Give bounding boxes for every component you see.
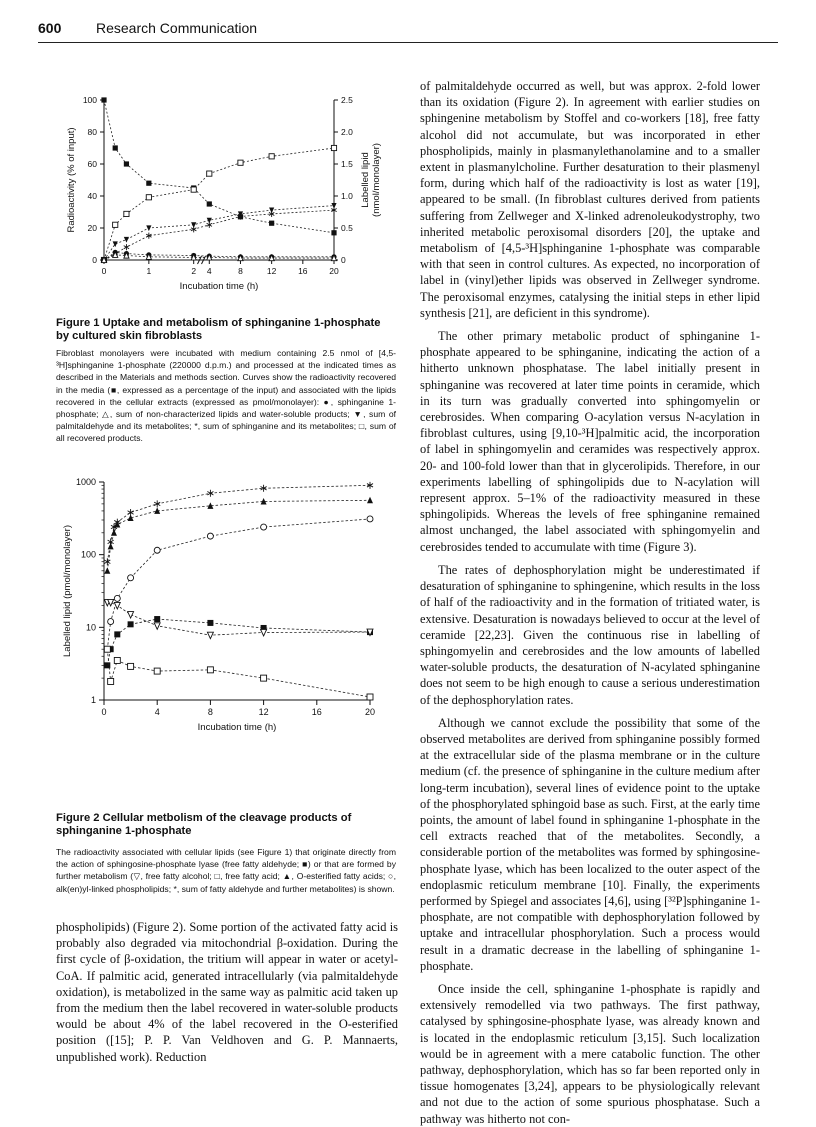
figure-2-chart <box>38 462 388 767</box>
x-tick-label: 1 <box>146 266 152 276</box>
y-tick-label: 10 <box>85 622 96 633</box>
y-tick-label: 100 <box>80 549 96 560</box>
series-line-filled-square <box>107 619 370 665</box>
journal-section: Research Communication <box>96 20 258 36</box>
x-tick-label: 4 <box>206 266 212 276</box>
figure-2-caption: The radioactivity associated with cellular lipids (see Figure 1) that originate directly from the action of sphingosine-phosphate lyase (free fatty aldehyde; ■) or that are formed by further metabolism (▽, free fatty alcohol; □, free fatty acid; ▲, O-esterified fatty acids; ○, alk(en)yl-linked phospholipids; *, sum of fatty aldehyde and further metabolites) is shown. <box>56 847 396 894</box>
data-point-open-square <box>128 663 134 669</box>
y-tick-label: 1000 <box>75 477 96 487</box>
data-point-open-square <box>331 145 336 150</box>
data-point-open-circle <box>261 524 267 530</box>
y-tick-label-left: 60 <box>87 159 97 169</box>
x-axis-label: Incubation time (h) <box>197 722 277 733</box>
paragraph: of palmitaldehyde occurred as well, but was approx. 2-fold lower than its oxidation (Figure 2). In agreement with earlier studies on sphingenine metabolism by Stoffel and co-workers [18], free fatty alcohol did not accumulate, but was incorporated in ether phospholipids, mainly in plasmanylethanolamine and to a smaller extent in plasmanylcholine. Further desaturation to their plasmenyl form, during which half of the radioactivity is lost as water [19], appeared to be small. (In fibroblast cultures derived from patients suffering from Zellweger and X-linked adrenoleukodystrophy, two inherited metabolic peroxisomal disorders [20], the uptake and metabolism of [4,5-³H]sphinganine 1-phosphate was comparable with that seen in control cultures. As expected, no incorporation of label in (vinyl)ether lipids was observed in Zellweger syndrome. The peroxisomal enzymes, catalysing the initial steps in ether lipid synthesis [21], are deficient in this syndrome). <box>420 79 760 320</box>
x-tick-label: 8 <box>238 266 243 276</box>
data-point-open-circle <box>114 595 120 601</box>
data-point-filled-square <box>114 631 120 637</box>
data-point-open-circle <box>154 547 160 553</box>
data-point-open-square <box>269 154 274 159</box>
data-point-open-square <box>367 694 373 700</box>
series-line-filled-triangle-up <box>107 500 370 570</box>
data-point-filled-triangle-down <box>124 237 129 243</box>
y-axis-label-left: Radioactivity (% of input) <box>66 127 77 233</box>
data-point-filled-square <box>113 145 118 150</box>
data-point-open-square <box>113 222 118 227</box>
y-tick-label-left: 40 <box>87 191 97 201</box>
header-rule <box>38 42 778 43</box>
x-tick-label: 12 <box>258 707 269 717</box>
data-point-open-square <box>104 646 110 652</box>
y-tick-label: 1 <box>90 695 96 705</box>
data-point-filled-triangle-up <box>114 521 120 528</box>
y-tick-label-right: 0.5 <box>341 223 353 233</box>
y-axis-label-right: Labelled lipid <box>360 152 371 208</box>
y-tick-label-right: 1.5 <box>341 159 353 169</box>
left-column-text <box>56 919 398 1065</box>
x-tick-label: 0 <box>101 266 107 276</box>
x-tick-label: 20 <box>329 266 339 276</box>
x-tick-label: 4 <box>154 707 160 717</box>
paragraph: phospholipids) (Figure 2). Some portion of the activated fatty acid is probably also degraded via mitochondrial β-oxidation. During the first cycle of β-oxidation, the tritium will appear in water or acetyl-CoA. If palmitic acid, generated intracellularly (via palmitaldehyde oxidation), is metabolized in the same way as palmitic acid taken up from the medium then the label recovered in water-soluble products would be about 4% of the label recovered in the O-esterified position ([15]; P. P. Van Veldhoven and G. P. Mannaerts, unpublished work). Reduction <box>56 920 398 1064</box>
x-axis-label: Incubation time (h) <box>179 281 259 292</box>
data-point-open-triangle-down <box>154 623 160 630</box>
series-line-filled-triangle-down <box>104 206 334 260</box>
series-line-open-square <box>104 148 334 260</box>
data-point-asterisk <box>124 244 129 250</box>
series-line-open-triangle-down <box>107 602 370 635</box>
data-point-asterisk <box>104 558 110 565</box>
paragraph: Although we cannot exclude the possibility that some of the observed metabolites are derived from sphinganine possibly formed at the extracellular side of the plasma membrane or in the culture medium (cf. the presence of sphinganine in the culture medium after long-term incubation), several lines of evidence point to the uptake of the phosphorylated sphingoid base as such. First, at the early time points, the amount of label found in sphinganine 1-phosphate in the cell extracts reached that of the metabolites. Secondly, a considerable portion of the metabolites was formed by sphingosine-phosphate lyase, which has been localized to the outer aspect of the endoplasmic reticulum membrane [10]. Finally, the experiments performed by Spiegel and associates [4,6], using [³²P]sphinganine 1-phosphate, are not compatible with dephosphorylation followed by uptake and intracellular phosphorylation. Such a process would result in a dramatic decrease in the labelling of sphinganine 1-phosphate. <box>420 715 760 973</box>
data-point-filled-square <box>128 621 134 627</box>
data-point-open-square <box>114 657 120 663</box>
data-point-asterisk <box>207 222 212 228</box>
y-tick-label-right: 0 <box>341 255 346 265</box>
data-point-open-square <box>154 668 160 674</box>
data-point-open-square <box>191 187 196 192</box>
x-tick-label: 16 <box>298 266 308 276</box>
series-line-open-triangle-up <box>104 255 334 260</box>
data-point-filled-triangle-down <box>146 225 151 231</box>
data-point-filled-square <box>124 161 129 166</box>
y-tick-label-right: 1.0 <box>341 191 353 201</box>
y-tick-label-left: 100 <box>82 95 97 105</box>
data-point-open-circle <box>367 516 373 522</box>
data-point-open-circle <box>128 575 134 581</box>
data-point-filled-square <box>207 201 212 206</box>
y-tick-label-left: 80 <box>87 127 97 137</box>
x-tick-label: 12 <box>266 266 277 276</box>
data-point-filled-square <box>331 230 336 235</box>
data-point-open-circle <box>207 533 213 539</box>
data-point-filled-square <box>101 97 106 102</box>
paragraph: The rates of dephosphorylation might be underestimated if desaturation of sphinganine to sphingenine, which results in the loss of half of the radioactivity and in the formation of tritiated water, is extensive. Desaturation is nowadays believed to occur at the level of ceramide [22,23]. Given the continuous rise in labelling of sphingomyelin and cerebrosides and the low amounts of labelled water-soluble products, the desaturation of N-acylated sphinganine does not seem to be high enough to cause a serious underestimation of the dephosphorylation rates. <box>420 562 760 707</box>
x-tick-label: 8 <box>207 707 213 717</box>
data-point-open-square <box>207 171 212 176</box>
series-line-filled-circle <box>104 252 334 260</box>
data-point-open-triangle-down <box>207 632 213 639</box>
y-tick-label-left: 0 <box>92 255 97 265</box>
data-point-open-triangle-down <box>261 629 267 636</box>
x-tick-label: 0 <box>101 707 107 717</box>
data-point-filled-triangle-up <box>367 497 373 504</box>
y-axis-label: Labelled lipid (pmol/monolayer) <box>62 524 73 658</box>
series-line-asterisk <box>104 210 334 260</box>
data-point-filled-triangle-up <box>108 543 114 550</box>
paragraph: The other primary metabolic product of sphinganine 1-phosphate appeared to be sphinganine, indicating the action of a hitherto unknown phosphatase. The label initially present in sphinganine was recovered at later time points in ceramide, which in its turn was gradually converted into sphingomyelin or cerebrosides. When comparing O-acylation versus N-acylation in fibroblast cultures, using [9,10-³H]palmitic acid, the incorporation of label in sphingomyelin and ceramides was respectively approx. 20- and 100-fold lower than that in glycerolipids. Therefore, in our experiments labelling of sphingolipids due to N-acylation will represent approx. 5–1% of the radioactivity measured in these sphingolipids. Whereas the levels of free sphinganine remained almost unchanged, the label associated with sphingomyelin and cerebrosides tended to accumulate with time (Figure 3). <box>420 329 760 554</box>
data-point-open-square <box>124 211 129 216</box>
data-point-asterisk <box>154 500 160 507</box>
x-tick-label: 16 <box>311 707 322 717</box>
x-tick-label: 20 <box>364 707 376 717</box>
y-axis-label-right-unit: (nmol/monolayer) <box>371 143 382 217</box>
data-point-open-square <box>146 195 151 200</box>
data-point-open-square <box>207 667 213 673</box>
figure-2-title: Figure 2 Cellular metbolism of the cleavage products of sphinganine 1-phosphate <box>56 812 352 837</box>
series-line-filled-square <box>104 100 334 233</box>
data-point-asterisk <box>191 226 196 232</box>
paragraph: Once inside the cell, sphinganine 1-phosphate is rapidly and extensively remodelled via two pathways. The first pathway, catalysed by sphingosine-phosphate lyase, was already known and is located in the endoplasmic reticulum [3,15]. Such localization would be in agreement with a mere catabolic function. The other pathway, dephosphorylation, which has so far been reported only in tissue homogenates [3,24], appears to be physiologically relevant and not due to the action of some spurious phosphatase. Such a pathway was hitherto not con- <box>420 981 760 1126</box>
x-tick-label: 2 <box>191 266 197 276</box>
data-point-filled-square <box>269 221 274 226</box>
series-line-asterisk <box>107 485 370 561</box>
data-point-filled-square <box>146 181 151 186</box>
figure-1-title: Figure 1 Uptake and metabolism of sphinganine 1-phosphate by cultured skin fibroblasts <box>56 317 381 342</box>
y-tick-label-right: 2.5 <box>341 95 353 105</box>
data-point-open-square <box>261 675 267 681</box>
right-column-text <box>420 78 760 1127</box>
series-line-open-circle <box>107 519 370 649</box>
data-point-filled-square <box>207 620 213 626</box>
y-tick-label-left: 20 <box>87 223 97 233</box>
figure-1-caption: Fibroblast monolayers were incubated with medium containing 2.5 nmol of [4,5-³H]sphinganine 1-phosphate (220000 d.p.m.) and processed at the indicated times as described in the Materials and methods section. Curves show the radioactivity recovered in the media (■, expressed as a percentage of the input) and associated with the lipids recovered in the cellular extracts (expressed as pmol/monolayer): ●, sphinganine 1-phosphate; △, sum of non-characterized lipids and water-soluble products; ▼, sum of palmitaldehyde and its metabolites; *, sum of sphinganine and its metabolites; □, sum of all recovered products. <box>56 348 396 444</box>
data-point-filled-triangle-up <box>111 529 117 536</box>
page-number: 600 <box>38 20 62 36</box>
data-point-filled-square <box>154 616 160 622</box>
figure-1-chart <box>38 88 382 313</box>
series-line-open-square <box>107 649 370 697</box>
page-header <box>38 18 778 40</box>
data-point-open-square <box>238 160 243 165</box>
data-point-open-circle <box>108 619 114 625</box>
data-point-open-triangle-down <box>128 612 134 619</box>
data-point-filled-triangle-up <box>104 567 110 574</box>
data-point-open-triangle-down <box>114 602 120 609</box>
data-point-open-square <box>108 678 114 684</box>
y-tick-label-right: 2.0 <box>341 127 353 137</box>
